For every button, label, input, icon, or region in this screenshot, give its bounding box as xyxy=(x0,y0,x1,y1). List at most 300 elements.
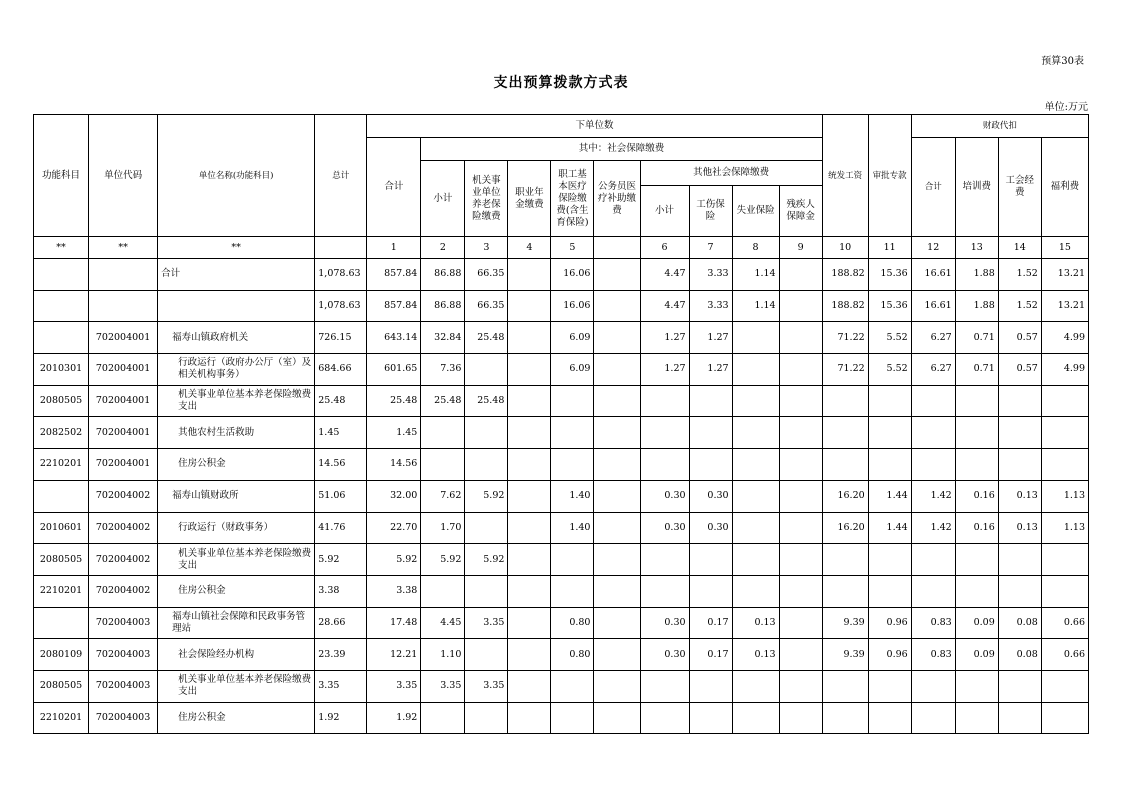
value-cell xyxy=(911,417,955,449)
value-cell: 0.09 xyxy=(955,607,998,639)
table-row xyxy=(34,354,1089,386)
header-civil-servant-medical: 公务员医疗补助缴费 xyxy=(594,161,640,237)
index-cell: ** xyxy=(34,237,89,259)
value-cell xyxy=(732,322,779,354)
header-of-which-social: 其中：社会保障缴费 xyxy=(421,138,822,161)
value-cell xyxy=(594,575,640,607)
value-cell xyxy=(508,290,551,322)
unit-name-cell xyxy=(158,290,315,322)
value-cell xyxy=(594,512,640,544)
value-cell xyxy=(421,575,465,607)
value-cell: 3.33 xyxy=(689,259,732,291)
value-cell xyxy=(1041,544,1088,576)
value-cell xyxy=(1041,449,1088,481)
unit-code-cell: 702004001 xyxy=(89,385,158,417)
header-welfare: 福利费 xyxy=(1041,138,1088,237)
value-cell xyxy=(911,702,955,734)
value-cell: 6.09 xyxy=(551,354,594,386)
value-cell: 0.80 xyxy=(551,607,594,639)
func-subject-cell xyxy=(34,322,89,354)
value-cell xyxy=(868,670,911,702)
value-cell: 4.45 xyxy=(421,607,465,639)
table-row xyxy=(34,639,1089,671)
value-cell xyxy=(508,354,551,386)
value-cell xyxy=(868,417,911,449)
total-cell: 1,078.63 xyxy=(315,259,367,291)
value-cell xyxy=(640,702,689,734)
value-cell: 12.21 xyxy=(367,639,421,671)
value-cell xyxy=(465,354,508,386)
unit-name-cell: 机关事业单位基本养老保险缴费支出 xyxy=(158,385,315,417)
value-cell xyxy=(508,259,551,291)
total-cell: 1,078.63 xyxy=(315,290,367,322)
value-cell: 16.20 xyxy=(822,512,868,544)
value-cell xyxy=(465,449,508,481)
value-cell: 32.00 xyxy=(367,480,421,512)
value-cell: 6.27 xyxy=(911,354,955,386)
total-cell: 3.35 xyxy=(315,670,367,702)
header-unemployment: 失业保险 xyxy=(732,186,779,237)
value-cell xyxy=(868,449,911,481)
index-cell: 12 xyxy=(911,237,955,259)
value-cell: 5.92 xyxy=(421,544,465,576)
unit-code-cell: 702004001 xyxy=(89,449,158,481)
value-cell xyxy=(911,544,955,576)
unit-name-cell: 行政运行（政府办公厅（室）及相关机构事务） xyxy=(158,354,315,386)
header-training: 培训费 xyxy=(955,138,998,237)
value-cell: 0.08 xyxy=(998,607,1041,639)
total-cell: 25.48 xyxy=(315,385,367,417)
table-row xyxy=(34,512,1089,544)
value-cell: 0.13 xyxy=(998,480,1041,512)
value-cell xyxy=(508,385,551,417)
value-cell: 16.06 xyxy=(551,259,594,291)
value-cell: 3.35 xyxy=(367,670,421,702)
value-cell: 0.80 xyxy=(551,639,594,671)
header-unit-name: 单位名称(功能科目) xyxy=(158,115,315,237)
value-cell xyxy=(551,702,594,734)
value-cell xyxy=(998,670,1041,702)
unit-name-cell: 住房公积金 xyxy=(158,449,315,481)
value-cell: 1.27 xyxy=(689,354,732,386)
func-subject-cell: 2010301 xyxy=(34,354,89,386)
unit-name-cell: 福寿山镇政府机关 xyxy=(158,322,315,354)
value-cell: 0.30 xyxy=(640,480,689,512)
header-lower-total: 合计 xyxy=(367,138,421,237)
index-cell xyxy=(315,237,367,259)
unit-name-cell: 住房公积金 xyxy=(158,575,315,607)
header-other-subtotal: 小计 xyxy=(640,186,689,237)
unit-code-cell: 702004002 xyxy=(89,544,158,576)
value-cell xyxy=(594,639,640,671)
unit-code-cell: 702004003 xyxy=(89,702,158,734)
value-cell: 1.40 xyxy=(551,512,594,544)
value-cell xyxy=(1041,670,1088,702)
value-cell: 4.99 xyxy=(1041,354,1088,386)
unit-code-cell: 702004001 xyxy=(89,322,158,354)
value-cell xyxy=(594,354,640,386)
header-finance-deduction: 财政代扣 xyxy=(911,115,1088,138)
table-row xyxy=(34,290,1089,322)
value-cell: 0.96 xyxy=(868,639,911,671)
total-cell: 5.92 xyxy=(315,544,367,576)
value-cell xyxy=(779,670,822,702)
value-cell xyxy=(955,449,998,481)
value-cell xyxy=(508,544,551,576)
value-cell xyxy=(955,417,998,449)
value-cell: 71.22 xyxy=(822,354,868,386)
value-cell: 1.52 xyxy=(998,259,1041,291)
value-cell xyxy=(508,417,551,449)
table-number-note: 预算30表 xyxy=(1041,56,1084,67)
value-cell xyxy=(1041,575,1088,607)
value-cell xyxy=(551,385,594,417)
value-cell xyxy=(508,322,551,354)
total-cell: 684.66 xyxy=(315,354,367,386)
value-cell xyxy=(508,702,551,734)
value-cell: 25.48 xyxy=(465,385,508,417)
value-cell xyxy=(594,385,640,417)
func-subject-cell xyxy=(34,607,89,639)
value-cell: 3.33 xyxy=(689,290,732,322)
header-social-subtotal: 小计 xyxy=(421,161,465,237)
value-cell: 1.44 xyxy=(868,512,911,544)
header-other-social: 其他社会保障缴费 xyxy=(640,161,822,186)
value-cell xyxy=(640,417,689,449)
value-cell xyxy=(465,702,508,734)
index-cell: 3 xyxy=(465,237,508,259)
value-cell xyxy=(868,544,911,576)
value-cell: 86.88 xyxy=(421,290,465,322)
unit-code-cell xyxy=(89,259,158,291)
value-cell xyxy=(594,607,640,639)
index-cell: 1 xyxy=(367,237,421,259)
value-cell xyxy=(732,702,779,734)
index-cell: 2 xyxy=(421,237,465,259)
value-cell: 0.83 xyxy=(911,639,955,671)
value-cell: 0.30 xyxy=(640,512,689,544)
value-cell: 0.17 xyxy=(689,607,732,639)
value-cell: 32.84 xyxy=(421,322,465,354)
value-cell: 0.96 xyxy=(868,607,911,639)
value-cell xyxy=(594,322,640,354)
value-cell xyxy=(732,354,779,386)
table-row xyxy=(34,259,1089,291)
value-cell: 16.06 xyxy=(551,290,594,322)
value-cell xyxy=(465,512,508,544)
unit-name-cell: 机关事业单位基本养老保险缴费支出 xyxy=(158,670,315,702)
value-cell: 0.57 xyxy=(998,354,1041,386)
value-cell xyxy=(779,544,822,576)
value-cell: 1.70 xyxy=(421,512,465,544)
value-cell: 5.52 xyxy=(868,354,911,386)
index-cell xyxy=(594,237,640,259)
value-cell: 66.35 xyxy=(465,259,508,291)
value-cell: 0.13 xyxy=(732,607,779,639)
value-cell xyxy=(421,449,465,481)
value-cell: 15.36 xyxy=(868,259,911,291)
value-cell: 1.13 xyxy=(1041,480,1088,512)
value-cell: 1.45 xyxy=(367,417,421,449)
table-row xyxy=(34,322,1089,354)
value-cell: 16.61 xyxy=(911,290,955,322)
value-cell: 0.17 xyxy=(689,639,732,671)
value-cell: 22.70 xyxy=(367,512,421,544)
value-cell: 71.22 xyxy=(822,322,868,354)
value-cell xyxy=(640,385,689,417)
index-cell: 7 xyxy=(689,237,732,259)
func-subject-cell xyxy=(34,480,89,512)
value-cell: 0.13 xyxy=(732,639,779,671)
value-cell xyxy=(822,544,868,576)
value-cell xyxy=(551,417,594,449)
value-cell xyxy=(594,670,640,702)
value-cell xyxy=(732,385,779,417)
value-cell xyxy=(779,480,822,512)
unit-name-cell: 福寿山镇财政所 xyxy=(158,480,315,512)
index-cell: 8 xyxy=(732,237,779,259)
value-cell: 4.99 xyxy=(1041,322,1088,354)
value-cell: 1.42 xyxy=(911,480,955,512)
unit-code-cell: 702004002 xyxy=(89,480,158,512)
header-union: 工会经费 xyxy=(998,138,1041,237)
func-subject-cell: 2210201 xyxy=(34,702,89,734)
value-cell xyxy=(911,449,955,481)
value-cell xyxy=(640,449,689,481)
value-cell xyxy=(551,670,594,702)
value-cell xyxy=(551,544,594,576)
index-cell: ** xyxy=(158,237,315,259)
table-row xyxy=(34,607,1089,639)
value-cell xyxy=(779,354,822,386)
table-row xyxy=(34,449,1089,481)
value-cell xyxy=(421,702,465,734)
value-cell: 3.35 xyxy=(465,607,508,639)
func-subject-cell: 2210201 xyxy=(34,575,89,607)
value-cell: 1.88 xyxy=(955,290,998,322)
value-cell: 0.09 xyxy=(955,639,998,671)
header-approved-special: 审批专款 xyxy=(868,115,911,237)
unit-name-cell: 住房公积金 xyxy=(158,702,315,734)
value-cell: 5.52 xyxy=(868,322,911,354)
index-row xyxy=(34,237,1089,259)
value-cell: 1.13 xyxy=(1041,512,1088,544)
unit-code-cell: 702004002 xyxy=(89,512,158,544)
value-cell: 0.30 xyxy=(689,480,732,512)
value-cell: 4.47 xyxy=(640,259,689,291)
value-cell xyxy=(732,544,779,576)
value-cell: 1.44 xyxy=(868,480,911,512)
total-cell: 726.15 xyxy=(315,322,367,354)
value-cell xyxy=(779,417,822,449)
value-cell xyxy=(732,417,779,449)
value-cell: 16.20 xyxy=(822,480,868,512)
value-cell xyxy=(508,480,551,512)
value-cell xyxy=(508,639,551,671)
value-cell: 13.21 xyxy=(1041,259,1088,291)
index-cell: 15 xyxy=(1041,237,1088,259)
total-cell: 1.45 xyxy=(315,417,367,449)
value-cell xyxy=(640,575,689,607)
value-cell xyxy=(465,575,508,607)
value-cell xyxy=(689,670,732,702)
table-row xyxy=(34,417,1089,449)
value-cell xyxy=(689,702,732,734)
value-cell xyxy=(594,702,640,734)
value-cell xyxy=(868,575,911,607)
header-fd-total: 合计 xyxy=(911,138,955,237)
value-cell xyxy=(779,322,822,354)
total-cell: 28.66 xyxy=(315,607,367,639)
value-cell: 16.61 xyxy=(911,259,955,291)
value-cell xyxy=(732,575,779,607)
value-cell xyxy=(822,702,868,734)
value-cell: 643.14 xyxy=(367,322,421,354)
total-cell: 51.06 xyxy=(315,480,367,512)
value-cell: 7.62 xyxy=(421,480,465,512)
unit-name-cell: 社会保险经办机构 xyxy=(158,639,315,671)
value-cell xyxy=(508,607,551,639)
value-cell xyxy=(732,670,779,702)
index-cell: 11 xyxy=(868,237,911,259)
value-cell xyxy=(594,259,640,291)
value-cell: 1.27 xyxy=(640,354,689,386)
table-row xyxy=(34,670,1089,702)
value-cell xyxy=(689,449,732,481)
value-cell xyxy=(911,670,955,702)
value-cell: 86.88 xyxy=(421,259,465,291)
value-cell: 17.48 xyxy=(367,607,421,639)
func-subject-cell: 2080109 xyxy=(34,639,89,671)
value-cell: 0.83 xyxy=(911,607,955,639)
index-cell: 10 xyxy=(822,237,868,259)
index-cell: 14 xyxy=(998,237,1041,259)
value-cell: 0.30 xyxy=(640,607,689,639)
value-cell: 0.71 xyxy=(955,354,998,386)
func-subject-cell: 2010601 xyxy=(34,512,89,544)
unit-name-cell: 其他农村生活救助 xyxy=(158,417,315,449)
value-cell: 0.57 xyxy=(998,322,1041,354)
table-row xyxy=(34,385,1089,417)
value-cell: 1.88 xyxy=(955,259,998,291)
value-cell: 0.16 xyxy=(955,512,998,544)
value-cell: 1.14 xyxy=(732,290,779,322)
value-cell xyxy=(1041,385,1088,417)
index-cell: 6 xyxy=(640,237,689,259)
value-cell xyxy=(779,702,822,734)
value-cell: 0.30 xyxy=(689,512,732,544)
value-cell xyxy=(955,575,998,607)
header-agency-pension: 机关事业单位养老保险缴费 xyxy=(465,161,508,237)
value-cell xyxy=(955,670,998,702)
value-cell: 3.35 xyxy=(465,670,508,702)
index-cell: 9 xyxy=(779,237,822,259)
value-cell xyxy=(868,385,911,417)
value-cell xyxy=(998,449,1041,481)
value-cell xyxy=(822,449,868,481)
func-subject-cell: 2210201 xyxy=(34,449,89,481)
value-cell: 0.66 xyxy=(1041,607,1088,639)
value-cell xyxy=(779,639,822,671)
unit-name-cell: 行政运行（财政事务） xyxy=(158,512,315,544)
unit-code-cell xyxy=(89,290,158,322)
func-subject-cell xyxy=(34,259,89,291)
value-cell: 25.48 xyxy=(465,322,508,354)
func-subject-cell: 2080505 xyxy=(34,670,89,702)
value-cell: 13.21 xyxy=(1041,290,1088,322)
value-cell: 25.48 xyxy=(421,385,465,417)
value-cell xyxy=(955,544,998,576)
total-cell: 14.56 xyxy=(315,449,367,481)
header-disabled: 残疾人保障金 xyxy=(779,186,822,237)
value-cell: 5.92 xyxy=(367,544,421,576)
value-cell xyxy=(868,702,911,734)
func-subject-cell: 2082502 xyxy=(34,417,89,449)
value-cell xyxy=(594,449,640,481)
value-cell xyxy=(822,670,868,702)
value-cell: 5.92 xyxy=(465,544,508,576)
unit-note: 单位:万元 xyxy=(1044,102,1088,113)
value-cell xyxy=(822,417,868,449)
value-cell xyxy=(1041,702,1088,734)
func-subject-cell: 2080505 xyxy=(34,544,89,576)
value-cell xyxy=(998,544,1041,576)
value-cell xyxy=(508,449,551,481)
value-cell: 1.10 xyxy=(421,639,465,671)
value-cell: 0.08 xyxy=(998,639,1041,671)
value-cell xyxy=(779,607,822,639)
total-cell: 23.39 xyxy=(315,639,367,671)
value-cell xyxy=(508,512,551,544)
value-cell xyxy=(689,575,732,607)
value-cell xyxy=(822,385,868,417)
value-cell xyxy=(779,449,822,481)
value-cell: 188.82 xyxy=(822,290,868,322)
unit-code-cell: 702004001 xyxy=(89,417,158,449)
value-cell xyxy=(465,417,508,449)
value-cell xyxy=(689,544,732,576)
value-cell: 1.52 xyxy=(998,290,1041,322)
value-cell: 9.39 xyxy=(822,639,868,671)
header-unit-code: 单位代码 xyxy=(89,115,158,237)
value-cell xyxy=(551,575,594,607)
value-cell: 0.30 xyxy=(640,639,689,671)
value-cell xyxy=(911,385,955,417)
value-cell xyxy=(822,575,868,607)
value-cell xyxy=(508,670,551,702)
value-cell xyxy=(689,417,732,449)
value-cell: 15.36 xyxy=(868,290,911,322)
table-row xyxy=(34,544,1089,576)
value-cell: 601.65 xyxy=(367,354,421,386)
unit-code-cell: 702004003 xyxy=(89,670,158,702)
table-row xyxy=(34,575,1089,607)
func-subject-cell: 2080505 xyxy=(34,385,89,417)
value-cell xyxy=(594,544,640,576)
table-body xyxy=(34,259,1089,734)
value-cell xyxy=(594,290,640,322)
value-cell: 0.16 xyxy=(955,480,998,512)
value-cell xyxy=(998,702,1041,734)
unit-code-cell: 702004003 xyxy=(89,639,158,671)
value-cell xyxy=(421,417,465,449)
value-cell: 66.35 xyxy=(465,290,508,322)
unit-name-cell: 机关事业单位基本养老保险缴费支出 xyxy=(158,544,315,576)
value-cell: 4.47 xyxy=(640,290,689,322)
value-cell: 3.38 xyxy=(367,575,421,607)
header-injury: 工伤保险 xyxy=(689,186,732,237)
unit-code-cell: 702004001 xyxy=(89,354,158,386)
